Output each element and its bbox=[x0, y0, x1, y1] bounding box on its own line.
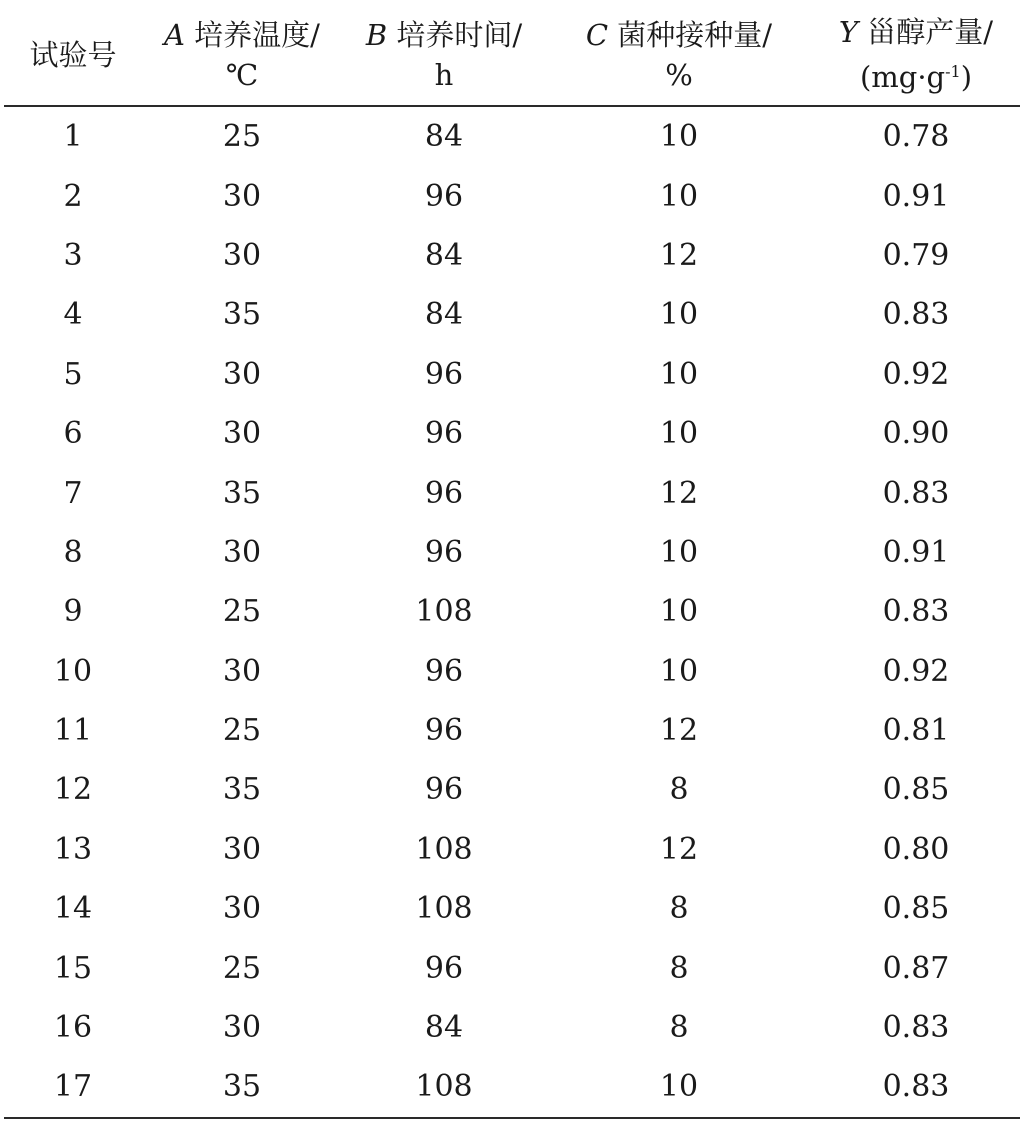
yield-cell: 0.92 bbox=[882, 356, 950, 392]
temperature-cell: 30 bbox=[222, 1010, 262, 1046]
trial-number-cell: 16 bbox=[53, 1010, 93, 1046]
temperature-cell: 30 bbox=[222, 416, 262, 452]
time-cell: 96 bbox=[424, 772, 464, 808]
inoculum-cell: 10 bbox=[659, 594, 699, 630]
time-cell: 108 bbox=[415, 831, 473, 867]
inoculum-cell: 12 bbox=[659, 475, 699, 511]
trial-number-cell: 10 bbox=[53, 653, 93, 689]
trial-number-cell: 7 bbox=[63, 475, 83, 511]
header-row bbox=[4, 0, 1020, 106]
yield-cell: 0.83 bbox=[882, 1010, 950, 1046]
inoculum-cell: 10 bbox=[659, 534, 699, 570]
time-cell: 96 bbox=[424, 534, 464, 570]
temperature-cell: 25 bbox=[222, 594, 262, 630]
experiment-table bbox=[4, 0, 1020, 1119]
yield-cell: 0.79 bbox=[882, 237, 950, 273]
header-a-label: 培养温度/ bbox=[184, 17, 320, 52]
trial-number-cell: 12 bbox=[53, 772, 93, 808]
header-y-unit bbox=[812, 52, 1020, 97]
trial-number-cell: 3 bbox=[63, 237, 83, 273]
inoculum-cell: 10 bbox=[659, 356, 699, 392]
temperature-cell: 30 bbox=[222, 237, 262, 273]
yield-cell: 0.92 bbox=[882, 653, 950, 689]
inoculum-cell: 12 bbox=[659, 713, 699, 749]
yield-cell: 0.83 bbox=[882, 594, 950, 630]
temperature-cell: 30 bbox=[222, 891, 262, 927]
temperature-cell: 35 bbox=[142, 1057, 342, 1117]
inoculum-cell: 10 bbox=[546, 1057, 812, 1117]
trial-number-cell: 9 bbox=[63, 594, 83, 630]
header-c-var: C bbox=[585, 17, 609, 52]
yield-cell: 0.83 bbox=[882, 475, 950, 511]
temperature-cell: 25 bbox=[222, 950, 262, 986]
time-cell: 96 bbox=[424, 653, 464, 689]
table-row bbox=[4, 404, 1020, 463]
header-b-time bbox=[342, 0, 546, 106]
header-b-label: 培养时间/ bbox=[387, 17, 523, 52]
time-cell: 84 bbox=[424, 297, 464, 333]
inoculum-cell: 10 bbox=[659, 416, 699, 452]
header-trial-number-label: 试验号 bbox=[29, 37, 117, 72]
trial-number-cell: 11 bbox=[53, 713, 93, 749]
table-row bbox=[4, 760, 1020, 819]
yield-cell: 0.91 bbox=[882, 534, 950, 570]
header-y-var: Y bbox=[838, 15, 859, 49]
header-b-var: B bbox=[365, 17, 388, 52]
table-row bbox=[4, 523, 1020, 582]
trial-number-cell: 13 bbox=[53, 831, 93, 867]
header-y-unit-close: ) bbox=[960, 60, 973, 94]
header-c-unit: % bbox=[665, 57, 693, 92]
header-y-unit-exponent: -1 bbox=[945, 62, 961, 81]
temperature-cell: 35 bbox=[222, 475, 262, 511]
time-cell: 84 bbox=[424, 119, 464, 155]
table-row bbox=[4, 642, 1020, 701]
header-c-label: 菌种接种量/ bbox=[608, 17, 773, 52]
header-y-yield bbox=[812, 0, 1020, 106]
yield-cell: 0.81 bbox=[882, 713, 950, 749]
inoculum-cell: 12 bbox=[659, 831, 699, 867]
header-y-label: 甾醇产量/ bbox=[858, 15, 994, 49]
header-b-unit: h bbox=[434, 57, 454, 92]
header-a-temperature bbox=[142, 0, 342, 106]
trial-number-cell: 8 bbox=[63, 534, 83, 570]
header-y-unit-base: (mg·g bbox=[859, 60, 946, 94]
inoculum-cell: 8 bbox=[669, 950, 689, 986]
time-cell: 84 bbox=[424, 237, 464, 273]
time-cell: 108 bbox=[342, 1057, 546, 1117]
table-row bbox=[4, 701, 1020, 760]
table-row bbox=[4, 285, 1020, 344]
time-cell: 108 bbox=[415, 891, 473, 927]
time-cell: 96 bbox=[424, 713, 464, 749]
experiment-table-container bbox=[4, 0, 1020, 1119]
trial-number-cell: 5 bbox=[63, 356, 83, 392]
table-row bbox=[4, 345, 1020, 404]
temperature-cell: 25 bbox=[222, 713, 262, 749]
trial-number-cell: 15 bbox=[53, 950, 93, 986]
table-body bbox=[4, 106, 1020, 1118]
table-row bbox=[4, 820, 1020, 879]
temperature-cell: 30 bbox=[222, 534, 262, 570]
trial-number-cell: 14 bbox=[53, 891, 93, 927]
time-cell: 96 bbox=[424, 416, 464, 452]
yield-cell: 0.83 bbox=[812, 1057, 1020, 1117]
inoculum-cell: 8 bbox=[669, 891, 689, 927]
temperature-cell: 35 bbox=[222, 772, 262, 808]
table-row bbox=[4, 879, 1020, 938]
time-cell: 96 bbox=[424, 475, 464, 511]
trial-number-cell: 2 bbox=[63, 178, 83, 214]
table-row bbox=[4, 106, 1020, 166]
inoculum-cell: 10 bbox=[659, 297, 699, 333]
inoculum-cell: 10 bbox=[659, 178, 699, 214]
yield-cell: 0.78 bbox=[882, 119, 950, 155]
temperature-cell: 25 bbox=[222, 119, 262, 155]
trial-number-cell: 1 bbox=[63, 119, 83, 155]
header-a-var: A bbox=[164, 17, 185, 52]
yield-cell: 0.87 bbox=[882, 950, 950, 986]
trial-number-cell: 6 bbox=[63, 416, 83, 452]
temperature-cell: 35 bbox=[222, 297, 262, 333]
header-a-unit: ℃ bbox=[225, 57, 259, 92]
table-row bbox=[4, 463, 1020, 522]
temperature-cell: 30 bbox=[222, 831, 262, 867]
trial-number-cell: 4 bbox=[63, 297, 83, 333]
inoculum-cell: 10 bbox=[659, 653, 699, 689]
time-cell: 108 bbox=[415, 594, 473, 630]
yield-cell: 0.91 bbox=[882, 178, 950, 214]
temperature-cell: 30 bbox=[222, 178, 262, 214]
yield-cell: 0.83 bbox=[882, 297, 950, 333]
time-cell: 84 bbox=[424, 1010, 464, 1046]
inoculum-cell: 8 bbox=[669, 1010, 689, 1046]
table-row bbox=[4, 1057, 1020, 1117]
table-row bbox=[4, 938, 1020, 997]
inoculum-cell: 12 bbox=[659, 237, 699, 273]
time-cell: 96 bbox=[424, 178, 464, 214]
inoculum-cell: 8 bbox=[669, 772, 689, 808]
table-row bbox=[4, 582, 1020, 641]
table-row bbox=[4, 226, 1020, 285]
yield-cell: 0.85 bbox=[882, 891, 950, 927]
time-cell: 96 bbox=[424, 356, 464, 392]
header-trial-number bbox=[4, 0, 142, 106]
temperature-cell: 30 bbox=[222, 653, 262, 689]
table-row bbox=[4, 166, 1020, 225]
header-c-inoculum bbox=[546, 0, 812, 106]
inoculum-cell: 10 bbox=[659, 119, 699, 155]
table-row bbox=[4, 998, 1020, 1057]
yield-cell: 0.90 bbox=[882, 416, 950, 452]
yield-cell: 0.80 bbox=[882, 831, 950, 867]
trial-number-cell: 17 bbox=[4, 1057, 142, 1117]
time-cell: 96 bbox=[424, 950, 464, 986]
yield-cell: 0.85 bbox=[882, 772, 950, 808]
table-header bbox=[4, 0, 1020, 106]
temperature-cell: 30 bbox=[222, 356, 262, 392]
